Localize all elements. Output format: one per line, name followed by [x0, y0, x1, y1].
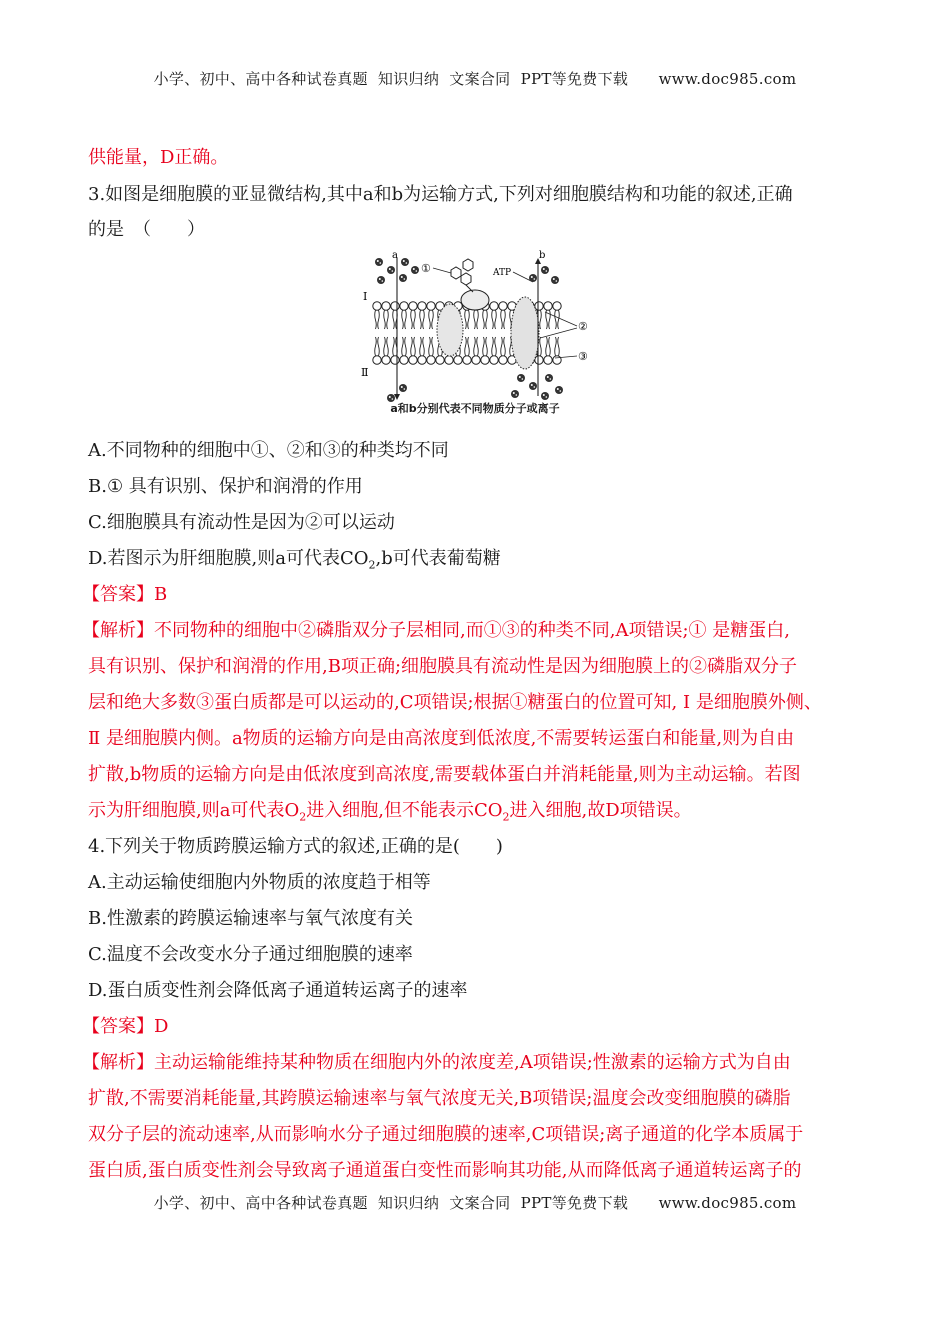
q3-analysis-line2: 具有识别、保护和润滑的作用,B项正确;细胞膜具有流动性是因为细胞膜上的②磷脂双分子: [88, 656, 798, 677]
q4-analysis-line4: 蛋白质,蛋白质变性剂会导致离子通道蛋白变性而影响其功能,从而降低离子通道转运离子的: [88, 1160, 802, 1181]
q4-analysis-line2: 扩散,不需要消耗能量,其跨膜运输速率与氧气浓度无关,B项错误;温度会改变细胞膜的磷脂: [88, 1088, 791, 1109]
q3-analysis-line1: 【解析】不同物种的细胞中②磷脂双分子层相同,而①③的种类不同,A项错误;① 是糖蛋白,: [82, 620, 790, 641]
q3-analysis-line3: 层和绝大多数③蛋白质都是可以运动的,C项错误;根据①糖蛋白的位置可知, Ⅰ 是细胞膜外侧、: [88, 692, 822, 713]
page-footer: 小学、初中、高中各种试卷真题 知识归纳 文案合同 PPT等免费下载 www.doc985.com: [153, 1194, 797, 1212]
q4-option-d: D.蛋白质变性剂会降低离子通道转运离子的速率: [88, 980, 468, 1001]
page-header: 小学、初中、高中各种试卷真题 知识归纳 文案合同 PPT等免费下载 www.doc985.com: [153, 70, 797, 88]
q4-stem: 4.下列关于物质跨膜运输方式的叙述,正确的是( ): [88, 836, 503, 857]
previous-answer-end: 供能量，D正确。: [88, 147, 229, 168]
q4-option-a: A.主动运输使细胞内外物质的浓度趋于相等: [88, 872, 431, 893]
label-2: ②: [578, 320, 588, 333]
peripheral-protein: [461, 290, 489, 310]
analysis-label: 【解析】: [82, 1052, 154, 1073]
q3-stem-line1: 3.如图是细胞膜的亚显微结构,其中a和b为运输方式,下列对细胞膜结构和功能的叙述,正确: [88, 184, 793, 205]
q4-answer: 【答案】D: [82, 1016, 169, 1037]
q3-option-d: D.若图示为肝细胞膜,则a可代表$CO_2,b$可代表葡萄糖: [88, 548, 501, 572]
q3-analysis-line4: Ⅱ 是细胞膜内侧。a物质的运输方向是由高浓度到低浓度,不需要转运蛋白和能量,则为自由: [88, 728, 795, 749]
figure-caption: a和b分别代表不同物质分子或离子: [390, 402, 560, 415]
label-b: b: [539, 250, 546, 261]
label-3: ③: [578, 350, 588, 363]
inner-molecules: [387, 374, 563, 402]
q4-analysis-line1: 【解析】主动运输能维持某种物质在细胞内外的浓度差,A项错误;性激素的运输方式为自由: [82, 1052, 791, 1073]
label-a: a: [392, 250, 398, 261]
carrier-protein: [511, 297, 539, 369]
label-inner-side: Ⅱ: [361, 366, 369, 379]
glycoprotein-chain: [451, 259, 473, 292]
q3-option-c: C.细胞膜具有流动性是因为②可以运动: [88, 512, 395, 533]
q4-analysis-line3: 双分子层的流动速率,从而影响水分子通过细胞膜的速率,C项错误;离子通道的化学本质属于: [88, 1124, 804, 1145]
q3-analysis-line5: 扩散,b物质的运输方向是由低浓度到高浓度,需要载体蛋白并消耗能量,则为主动运输。若图: [88, 764, 801, 785]
label-outer-side: Ⅰ: [363, 290, 368, 303]
label-atp: ATP: [493, 268, 512, 278]
analysis-label: 【解析】: [82, 620, 154, 641]
q3-option-a: A.不同物种的细胞中①、②和③的种类均不同: [88, 440, 449, 461]
q4-option-c: C.温度不会改变水分子通过细胞膜的速率: [88, 944, 413, 965]
q4-option-b: B.性激素的跨膜运输速率与氧气浓度有关: [88, 908, 413, 929]
q3-option-b: B.① 具有识别、保护和润滑的作用: [88, 476, 363, 497]
q3-answer: 【答案】B: [82, 584, 168, 605]
membrane-protein: [437, 304, 463, 356]
q3-analysis-line6: 示为肝细胞膜,则a可代表$O_2$进入细胞,但不能表示$CO_2$进入细胞,故D项错误。: [88, 800, 692, 824]
label-1: ①: [421, 262, 431, 275]
cell-membrane-diagram: [355, 248, 595, 420]
q3-stem-line2: 的是 （ ）: [88, 219, 205, 240]
